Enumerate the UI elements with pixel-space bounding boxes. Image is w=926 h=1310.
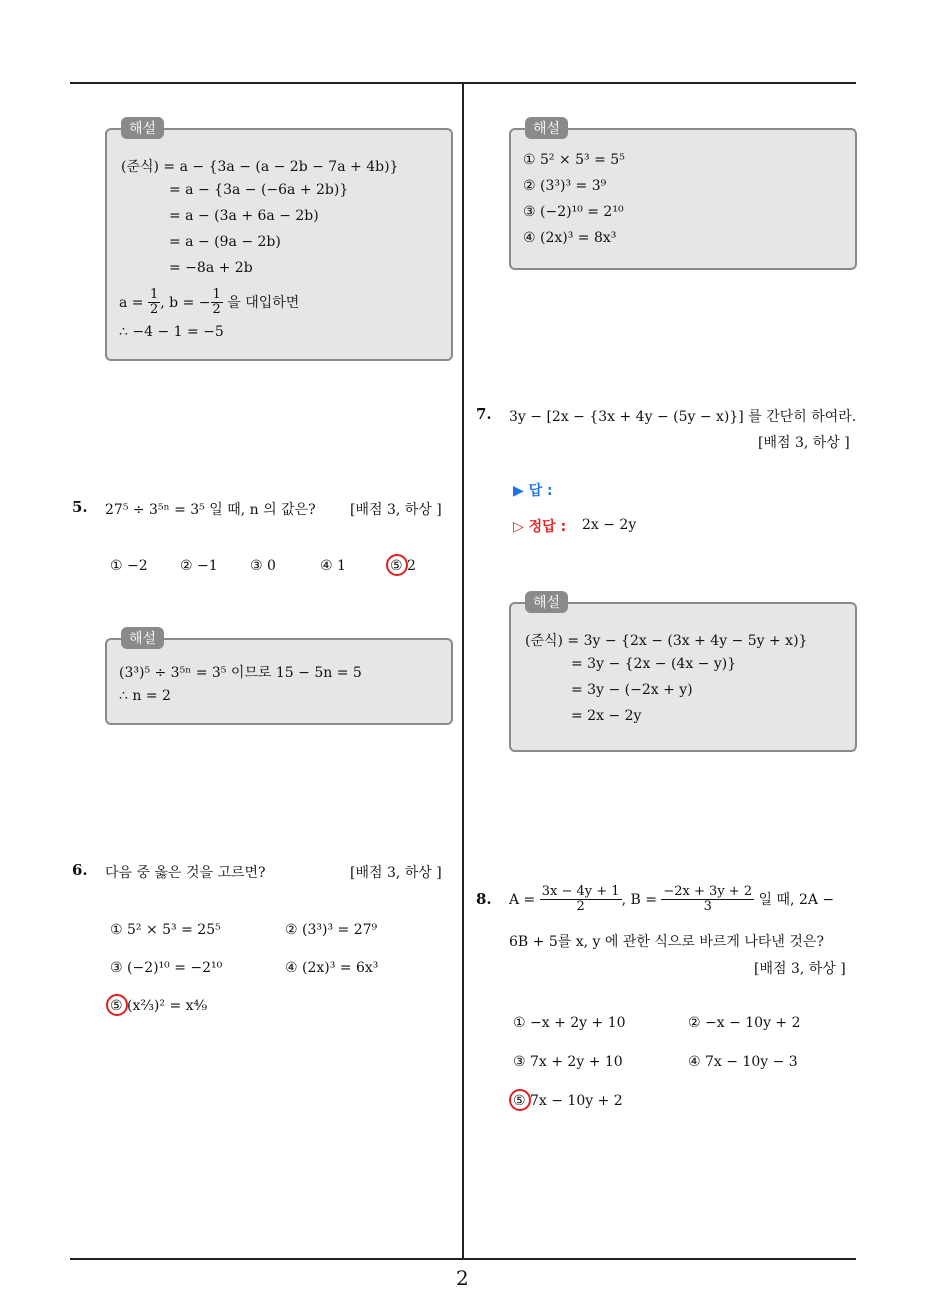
correct-answer-label: ▷ 정답 : xyxy=(513,519,567,535)
solution-line: ④ (2x)³ = 8x³ xyxy=(523,230,617,246)
answer-option[interactable]: ① −2 xyxy=(110,558,148,574)
solution-tag: 해설 xyxy=(525,591,568,613)
question-text: A = $\frac{3x - 4y + 1}{2}$ , B = $\frac{-2x + 3y + 2}{3}$ 일 때, 2A − xyxy=(509,884,835,915)
question-text-line2: 6B + 5를 x, y 에 관한 식으로 바르게 나타낸 것은? xyxy=(509,934,824,950)
solution-line: (3³)⁵ ÷ 3⁵ⁿ = 3⁵ 이므로 15 − 5n = 5 xyxy=(119,665,362,681)
column-divider xyxy=(462,83,464,1259)
question-score: [배점 3, 하상 ] xyxy=(350,502,442,518)
question-number: 7. xyxy=(476,405,492,423)
solution-line: ② (3³)³ = 3⁹ xyxy=(523,178,607,194)
answer-option[interactable]: ⑤ (x⅔)² = x⁴⁄₉ xyxy=(110,998,208,1014)
answer-option[interactable]: ⑤ 7x − 10y + 2 xyxy=(513,1093,623,1109)
answer-option[interactable]: ① 5² × 5³ = 25⁵ xyxy=(110,922,221,938)
solution-tag: 해설 xyxy=(121,627,164,649)
solution-conclusion: ∴ −4 − 1 = −5 xyxy=(119,324,224,340)
answer-option[interactable]: ③ 7x + 2y + 10 xyxy=(513,1054,623,1070)
solution-line: = 3y − {2x − (4x − y)} xyxy=(571,656,737,672)
fraction: $\frac{1}{2}$ xyxy=(149,287,159,318)
question-score: [배점 3, 하상 ] xyxy=(754,961,846,977)
page-number: 2 xyxy=(456,1266,469,1290)
answer-option[interactable]: ① −x + 2y + 10 xyxy=(513,1015,626,1031)
question-number: 5. xyxy=(72,498,88,516)
answer-option[interactable]: ④ 1 xyxy=(320,558,346,574)
solution-line: ① 5² × 5³ = 5⁵ xyxy=(523,152,625,168)
solution-line: (준식) = a − {3a − (a − 2b − 7a + 4b)} xyxy=(121,159,399,175)
question-number: 8. xyxy=(476,890,492,908)
solution-line: = −8a + 2b xyxy=(169,260,253,276)
solution-line: ③ (−2)¹⁰ = 2¹⁰ xyxy=(523,204,624,220)
question-text: 27⁵ ÷ 3⁵ⁿ = 3⁵ 일 때, n 의 값은? xyxy=(105,502,316,518)
solution-line: (준식) = 3y − {2x − (3x + 4y − 5y + x)} xyxy=(525,633,808,649)
solution-line: ∴ n = 2 xyxy=(119,688,171,704)
answer-option[interactable]: ④ 7x − 10y − 3 xyxy=(688,1054,798,1070)
question-text: 다음 중 옳은 것을 고르면? xyxy=(105,865,266,881)
answer-option[interactable]: ③ (−2)¹⁰ = −2¹⁰ xyxy=(110,960,223,976)
solution-line: = a − (3a + 6a − 2b) xyxy=(169,208,319,224)
solution-tag: 해설 xyxy=(525,117,568,139)
answer-label: ▶ 답 : xyxy=(513,483,553,499)
bottom-rule xyxy=(70,1258,856,1260)
solution-box-q7 xyxy=(509,595,857,752)
fraction-b: $\frac{-2x + 3y + 2}{3}$ xyxy=(663,884,753,915)
answer-option[interactable]: ② −x − 10y + 2 xyxy=(688,1015,801,1031)
solution-line: = 2x − 2y xyxy=(571,708,642,724)
question-score: [배점 3, 하상 ] xyxy=(350,865,442,881)
solution-line: = a − {3a − (−6a + 2b)} xyxy=(169,182,349,198)
solution-line: = 3y − (−2x + y) xyxy=(571,682,693,698)
solution-box-q5 xyxy=(105,631,453,725)
answer-option[interactable]: ② (3³)³ = 27⁹ xyxy=(285,922,378,938)
solution-line: = a − (9a − 2b) xyxy=(169,234,281,250)
fraction: $\frac{1}{2}$ xyxy=(212,287,221,318)
answer-option[interactable]: ② −1 xyxy=(180,558,218,574)
answer-option[interactable]: ③ 0 xyxy=(250,558,276,574)
correct-answer-value: 2x − 2y xyxy=(582,517,637,533)
solution-tag: 해설 xyxy=(121,117,164,139)
answer-option[interactable]: ⑤ 2 xyxy=(390,558,416,574)
answer-option[interactable]: ④ (2x)³ = 6x³ xyxy=(285,960,379,976)
question-score: [배점 3, 하상 ] xyxy=(758,435,850,451)
solution-box-q4 xyxy=(105,121,453,361)
solution-box-q6 xyxy=(509,121,857,270)
question-number: 6. xyxy=(72,861,88,879)
fraction-a: $\frac{3x - 4y + 1}{2}$ xyxy=(541,884,620,915)
question-text: 3y − [2x − {3x + 4y − (5y − x)}] 를 간단히 하여라. xyxy=(509,409,857,425)
substitution-line: a = $\frac{1}{2}$ , b = − $\frac{1}{2}$ 을 대입하면 xyxy=(119,287,300,318)
